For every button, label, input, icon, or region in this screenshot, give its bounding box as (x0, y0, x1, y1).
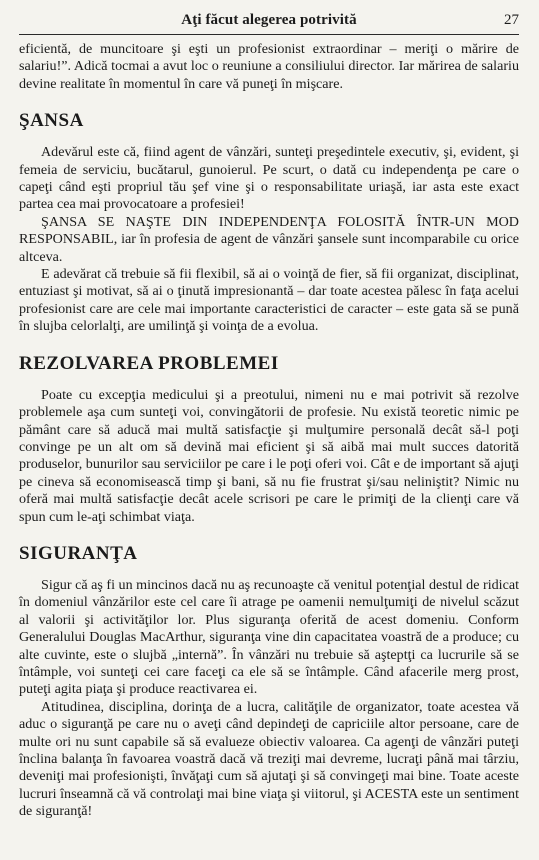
paragraph: Sigur că aş fi un mincinos dacă nu aş recunoaşte că venitul potenţial destul de ridicat în domeniul vânzărilor este cel care îi atrage pe oamenii nemulţumiţi de nivelul scăzut al valorii şi activităţilor lor. Plus siguranţa oferită de acest domeniu. Conform Generalului Douglas MacArthur, siguranţa vine din capacitatea voastră de a produce; cu alte cuvinte, este o slujbă „internă”. În vânzări nu trebuie să aşteptţi ca lucrurile să se întâmple, voi sunteţi cei care faceţi ca ele să se întâmple. Când afacerile merg prost, puteţi agita piaţa şi produce reactivarea ei. (19, 576, 519, 698)
section-heading-siguranta: SIGURANŢA (19, 542, 138, 564)
running-header (19, 10, 519, 35)
continued-paragraph: eficientă, de muncitoare şi eşti un profesionist extraordinar – meriţi o mărire de salariu!”. Adică tocmai a avut loc o reuniune a consiliului director. Iar mărirea de salariu devine realitate în momentul în care vă puneţi în mişcare. (19, 41, 519, 92)
paragraph: E adevărat că trebuie să fii flexibil, să ai o voinţă de fier, să fii organizat, disciplinat, entuziast şi motivat, să ai o ţinută impresionantă – dar toate acestea pălesc în faţa acelui profesionist care are cele mai importante caracteristici de caracter – este gata să se pună în slujba celorlalţi, are umilinţă şi voinţa de a evolua. (19, 266, 519, 335)
page-number: 27 (504, 12, 519, 28)
section-heading-sansa: ŞANSA (19, 110, 84, 132)
paragraph: ŞANSA SE NAŞTE DIN INDEPENDENŢA FOLOSITĂ ÎNTR-UN MOD RESPONSABIL, iar în profesia de agent de vânzări şansele sunt incomparabile cu orice altceva. (19, 213, 519, 265)
paragraph: Atitudinea, disciplina, dorinţa de a lucra, calităţile de organizator, toate acestea vă aduc o siguranţă pe care nu o aveţi când depindeţi de capriciile altor persoane, care de multe ori nu sunt capabile să să evalueze obiectiv valoarea. Ca agenţi de vânzări puteţi înclina balanţa în favoarea voastră dacă vă treziţi mai devreme, lucraţi până mai târziu, deveniţi mai profesionişti, învăţaţi cum să ajutaţi şi să convingeţi mai bine. Toate aceste lucruri înseamnă că vă controlaţi mai bine viaţa şi viitorul, şi ACESTA este un sentiment de siguranţă! (19, 698, 519, 820)
paragraph: Adevărul este că, fiind agent de vânzări, sunteţi preşedintele executiv, şi, evident, şi femeia de serviciu, bucătarul, gunoierul. Pe scurt, o dată cu independenţa pe care o capeţi când eşti propriul tău şef vine şi o responsabilitate uriaşă, iar asta este exact partea cea mai provocatoare a profesiei! (19, 144, 519, 213)
running-title: Aţi făcut alegerea potrivită (181, 12, 357, 28)
paragraph: Poate cu excepţia medicului şi a preotului, nimeni nu e mai potrivit să rezolve problemele aşa cum sunteţi voi, convingătorii de profesie. Nu există teoretic nimic pe pământ care să aducă mai multă satisfacţie şi mulţumire personală decât să-l poţi convinge pe un alt om să devină mai eficient şi să aibă mai mult succes datorită produselor, bunurilor sau serviciilor pe care i le poţi oferi voi. Cât e de important să ajuţi pe cineva să economisească timp şi bani, să nu fie frustrat şi/sau neliniştit? Nimic nu oferă mai multă satisfacţie decât acele scrisori pe care le primiţi de la clienţi care vă spun cum le-aţi schimbat viaţa. (19, 386, 519, 525)
section-heading-rezolvarea-problemei: REZOLVAREA PROBLEMEI (19, 352, 279, 374)
